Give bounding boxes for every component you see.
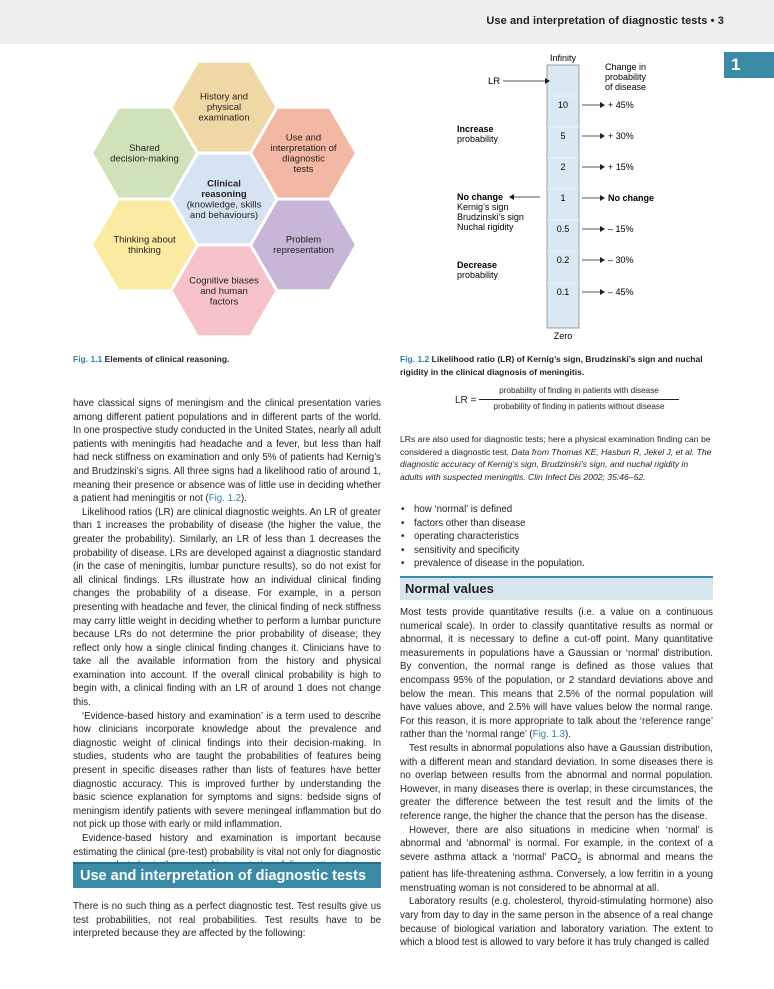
lr-value-label: 10 xyxy=(557,100,569,110)
section-heading-normal-values: Normal values xyxy=(400,576,713,600)
change-header: Change in probability of disease xyxy=(605,62,647,92)
hexagon-diagnostic-tests-label: Use and interpretation of diagnostic tests xyxy=(270,132,337,175)
paragraph: ‘Evidence-based history and examination’ is a term used to describe how clinicians incorporate knowledge about the prevalence and diagnostic weight of clinical findings into their decision-making. In studies, students who are taught the probabilities of features being present in specific diseases rather than lists of features have better diagnostic accuracy. This is improved further by understanding the basic science explanation for symptoms and signs: bedside signs of meningism identify patients with severe meningeal inflammation but do not pick up those with early or mild inflammation. xyxy=(73,710,381,831)
formula-denominator: probability of finding in patients without disease xyxy=(493,402,665,411)
chapter-tab: 1 xyxy=(724,52,774,78)
figure-likelihood-ratio-scale xyxy=(400,50,720,345)
change-arrowhead xyxy=(600,257,605,263)
left-column-body xyxy=(73,397,381,873)
paragraph: However, there are also situations in medicine when ‘normal’ is abnormal and ‘abnormal’ is normal. For example, in the context of a severe asthma attack a ‘normal’ PaCO$_2$ is abnormal and means the patient has life-threatening asthma. Conversely, a low ferritin in a young menstruating woman is not considered to be abnormal at all. xyxy=(400,824,713,894)
figure-1-1-number: Fig. 1.1 xyxy=(73,354,103,364)
section-heading-diagnostic-tests: Use and interpretation of diagnostic tests xyxy=(73,862,381,888)
list-item: • factors other than disease xyxy=(400,517,713,531)
figure-1-1-text: Elements of clinical reasoning. xyxy=(104,354,230,364)
list-item: • how ‘normal’ is defined xyxy=(400,503,713,517)
note-text: LRs are also used for diagnostic tests; here a physical examination finding can be considered a diagnostic test. xyxy=(400,434,711,457)
lr-value-label: 0.2 xyxy=(556,255,570,265)
paragraph: There is no such thing as a perfect diagnostic test. Test results give us test probabilities, not real probabilities. Test results have to be interpreted because they are affected by the following: xyxy=(73,901,381,940)
figure-1-2-caption xyxy=(400,353,713,379)
figure-reference-link[interactable]: Fig. 1.2 xyxy=(208,493,242,505)
list-item: • prevalence of disease in the population. xyxy=(400,557,713,571)
lr-value-label: 2 xyxy=(560,162,566,172)
formula-numerator: probability of finding in patients with disease xyxy=(499,386,659,395)
hexagon-history-examination-label: History and physical examination xyxy=(198,91,250,124)
probability-change-label: + 30% xyxy=(608,131,634,141)
lr-value-label: 1 xyxy=(560,193,566,203)
probability-change-label: – 30% xyxy=(608,255,634,265)
lr-value-label: 0.1 xyxy=(556,287,570,297)
figure-clinical-reasoning-hexagons xyxy=(74,53,374,346)
no-change-group-label: No change Kernig’s sign Brudzinski’s sign Nuchal rigidity xyxy=(457,192,524,232)
formula-lhs: LR = xyxy=(455,395,477,406)
probability-change-label: + 45% xyxy=(608,100,634,110)
probability-change-label: + 15% xyxy=(608,162,634,172)
running-title: Use and interpretation of diagnostic tests • 3 xyxy=(486,15,724,27)
change-arrowhead xyxy=(600,226,605,232)
left-column-tail xyxy=(73,900,381,941)
paragraph: Test results in abnormal populations also have a Gaussian distribution, with a different mean and standard deviation. In some diseases there is no overlap between results from the abnormal and normal population. However, in many diseases there is overlap; in these circumstances, the greater the difference between the test result and the limits of the reference range, the higher the chance that the person has the disease. xyxy=(400,742,713,822)
change-arrowhead xyxy=(600,102,605,108)
hexagon-shared-decision-making-label: Shared decision-making xyxy=(110,142,179,165)
hexagon-clinical-reasoning-label: Clinical reasoning (knowledge, skills and behaviours) xyxy=(186,178,262,221)
increase-probability-label: Increase probability xyxy=(457,124,499,144)
paragraph: Laboratory results (e.g. cholesterol, thyroid-stimulating hormone) also vary from day to day in the same person in the absence of a real change because of biological variation and laboratory variation. The extent to which a blood test is allowed to vary before it has truly changed is called xyxy=(400,896,713,949)
figure-1-2-text: Likelihood ratio (LR) of Kernig’s sign, Brudzinski’s sign and nuchal rigidity in the clinical diagnosis of meningitis. xyxy=(400,354,703,377)
change-arrowhead xyxy=(600,289,605,295)
factor-list xyxy=(400,503,713,571)
lr-axis-label: LR xyxy=(488,76,501,87)
change-arrowhead xyxy=(600,195,605,201)
list-item: • sensitivity and specificity xyxy=(400,544,713,558)
zero-label: Zero xyxy=(553,331,573,341)
figure-1-1-caption xyxy=(73,353,373,366)
right-column-body xyxy=(400,606,713,950)
change-arrowhead xyxy=(600,133,605,139)
paragraph: Most tests provide quantitative results (i.e. a value on a continuous numerical scale). In order to classify quantitative results as normal or abnormal, it is necessary to define a cut-off point. Many quantitative measurements in populations have a Gaussian or ‘normal’ distribution. By convention, the normal range is defined as those values that encompass 95% of the population, or 2 standard deviations above and below the mean. This means that 2.5% of the normal population will have values above, and 2.5% will have values below the normal range. For this reason, it is more appropriate to talk about the ‘reference range’ rather than the ‘normal range’ (Fig. 1.3). xyxy=(400,607,713,741)
note-citation: Data from Thomas KE, Hasbun R, Jekel J, et al. The diagnostic accuracy of Kernig’s sign, Brudzinski’s sign, and nuchal rigidity in adults with suspected meningitis. Clin Infect Dis 2002; 35:46–52. xyxy=(400,446,712,482)
decrease-probability-label: Decrease probability xyxy=(457,260,499,280)
hexagon-cognitive-biases-label: Cognitive biases and human factors xyxy=(189,275,259,308)
lr-value-label: 5 xyxy=(560,131,566,141)
probability-change-label: No change xyxy=(608,193,655,203)
lr-value-label: 0.5 xyxy=(556,224,570,234)
infinity-label: Infinity xyxy=(549,53,577,63)
change-arrowhead xyxy=(600,164,605,170)
paragraph: have classical signs of meningism and the clinical presentation varies among different patient populations and in different parts of the world. In one prospective study conducted in the United States, nearly all adult patients with meningitis had headache and a fever, but less than half had neck stiffness on examination and only 5% of patients had Kernig’s and Brudzinski’s signs. All three signs had a likelihood ratio of around 1, meaning their presence or absence was of little use in deciding whether a patient had meningitis or not (Fig. 1.2). xyxy=(73,398,381,505)
lr-formula xyxy=(455,386,685,416)
paragraph: Likelihood ratios (LR) are clinical diagnostic weights. An LR of greater than 1 increases the probability of disease (the higher the value, the greater the probability). Similarly, an LR of less than 1 decreases the probability of disease. LRs are developed against a diagnostic standard (in the case of meningitis, lumbar puncture results), so do not exist for all clinical findings. LRs illustrate how an individual clinical finding changes the probability of a disease. For example, in a person presenting with headache and fever, the clinical finding of neck stiffness may carry little weight in deciding whether to perform a lumbar puncture because LRs do not determine the prior probability of disease; they reflect only how a single clinical finding changes it. Clinicians have to take all the available information from the history and physical examination into account. If the overall clinical probability is high to begin with, a clinical finding with an LR of around 1 does not change this. xyxy=(73,506,381,709)
probability-change-label: – 15% xyxy=(608,224,634,234)
list-item: • operating characteristics xyxy=(400,530,713,544)
probability-change-label: – 45% xyxy=(608,287,634,297)
figure-1-2-number: Fig. 1.2 xyxy=(400,354,430,364)
running-header xyxy=(0,0,774,44)
hexagon-problem-representation-label: Problem representation xyxy=(273,234,334,257)
hexagon-thinking-about-thinking-label: Thinking about thinking xyxy=(113,234,176,257)
figure-source-note xyxy=(400,433,713,483)
paragraph: Evidence-based history and examination is important because estimating the clinical (pre-test) probability is vital not only for diagnostic xyxy=(73,833,381,858)
figure-reference-link[interactable]: Fig. 1.3 xyxy=(532,729,565,741)
